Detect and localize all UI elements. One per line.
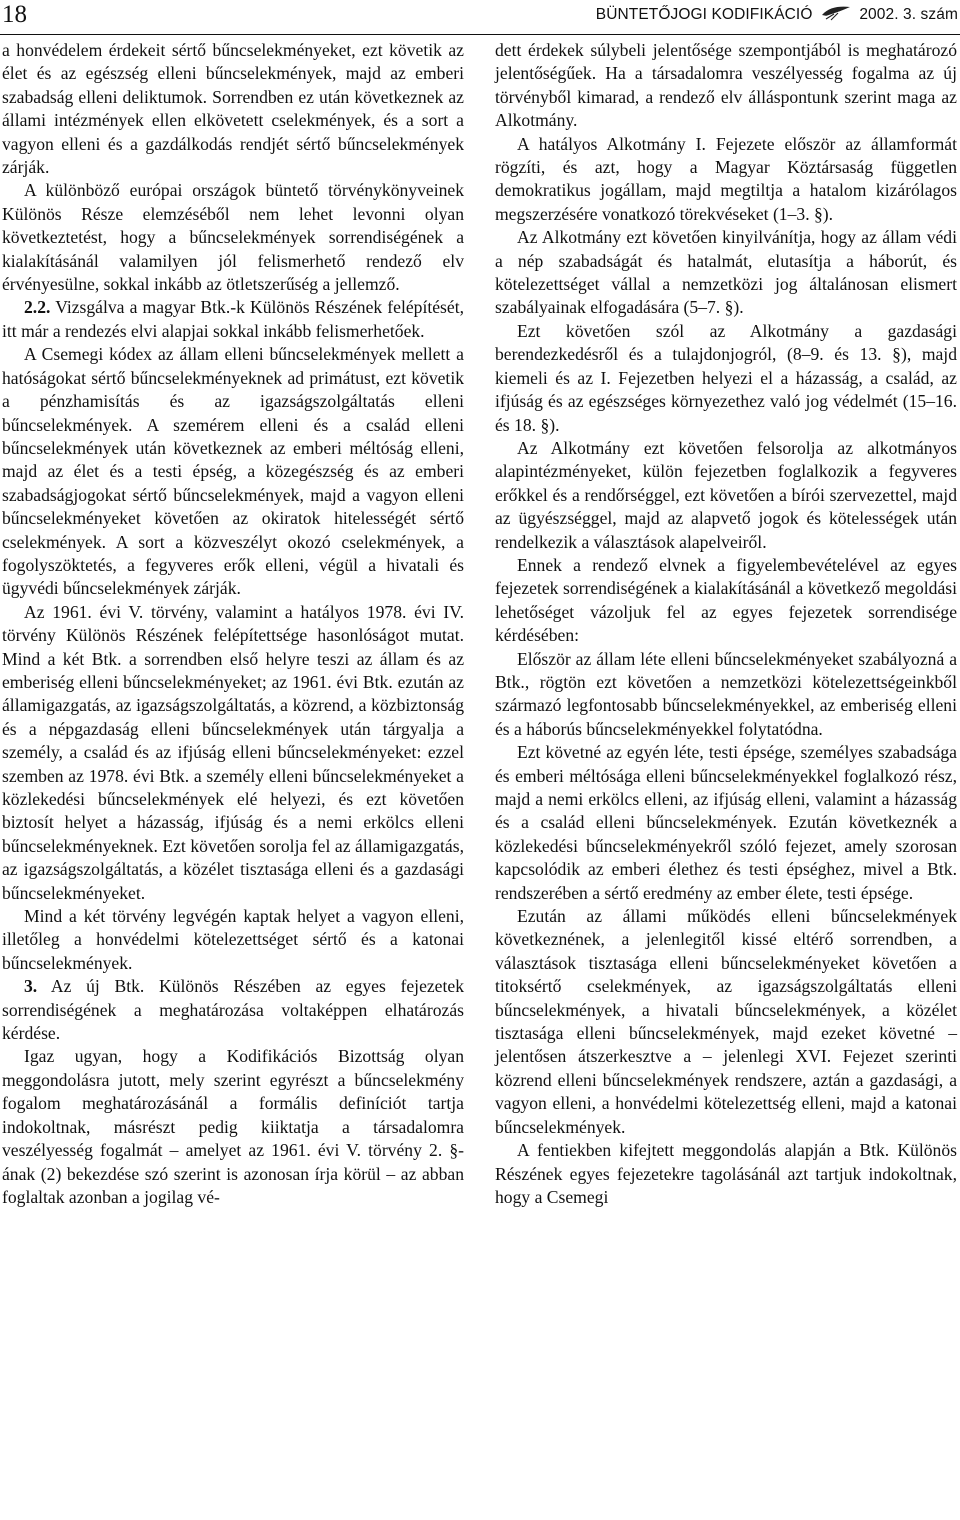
section-number: 2.2. xyxy=(24,297,51,318)
journal-title: BÜNTETŐJOGI KODIFIKÁCIÓ xyxy=(595,6,813,23)
paragraph xyxy=(495,320,957,437)
paragraph xyxy=(2,905,464,975)
paragraph-text: A különböző európai országok büntető törvénykönyveinek Különös Része elemzéséből nem lehet levonni olyan következtetést, hogy a bűncselekmények sorrendiségének a kialakításánál valamilyen jól felismerhető rendező elv érvényesülne, sokkal inkább az ötletszerűség a jellemző. xyxy=(2,180,464,295)
paragraph-text: Ezt követné az egyén léte, testi épsége, személyes szabadsága és emberi méltósága elleni bűncselekményekkel foglalkozó rész, majd a nemi erkölcs elleni, az ifjúság elleni, valamint a házasság és a család elleni bűncselekmények. Ezután következnék a közlekedési bűncselekményekről szóló fejezet, amely szorosan kapcsolódik az emberi élethez és testi épséghez, mivel a Btk. rendszerében a sértő eredmény az ember élete, testi épsége. xyxy=(495,742,957,903)
paragraph-text: Az Alkotmány ezt követően felsorolja az alkotmányos alapintézményeket, külön fejezetben foglalkozik a fegyveres erőkkel és a rendőrséggel, ezt követően a bírói szervezettel, majd az ügyészséggel, majd az alapvető jogok és kötelességek után rendelkezik a választások alapelveiről. xyxy=(495,437,957,552)
paragraph xyxy=(2,975,464,1045)
right-column xyxy=(495,39,957,1209)
running-head xyxy=(596,3,958,27)
issue-label: 2002. 3. szám xyxy=(859,6,958,23)
page-header xyxy=(0,0,960,35)
paragraph xyxy=(495,226,957,320)
page-number: 18 xyxy=(2,1,27,28)
paragraph xyxy=(2,343,464,600)
paragraph-text: A hatályos Alkotmány I. Fejezete először az államformát rögzíti, és azt, hogy a Magyar Köztársaság független demokratikus jogállam, majd megtiltja a hatalom kizárólagos megszerzésére vonatkozó törekvéseket (1–3. §). xyxy=(495,133,957,224)
paragraph-text: A Csemegi kódex az állam elleni bűncselekmények mellett a hatóságokat sértő bűncselekményeknek ad primátust, ezt követik a pénzhamisítás és az igazságszolgáltatás elleni bűncselekmények. A szemérem elleni és a család elleni bűncselekmények után következnek az emberi méltóság elleni, majd az élet és a testi épség, a közegészség és az emberi szabadságjogokat sértő bűncselekmények, majd a vagyon elleni bűncselekményeket követően az okiratok hitelességét sértő cselekmények. A sort a közveszélyt okozó cselekmények, a fogolyszöktetés, a fegyveres erők elleni, végül a hivatali és ügyvédi bűncselekmények zárják. xyxy=(2,344,464,599)
paragraph-text: a honvédelem érdekeit sértő bűncselekményeket, ezt követik az élet és az egészség elleni bűncselekmények, majd az emberi szabadság elleni deliktumok. Sorrendben ez után következnek az állami intézmények ellen elkövetett cselekmények, és a sort a vagyon elleni és a gazdálkodás rendjét sértő bűncselekmények zárják. xyxy=(2,40,464,178)
paragraph xyxy=(495,39,957,133)
paragraph xyxy=(2,296,464,343)
paragraph xyxy=(495,554,957,648)
section-number: 3. xyxy=(24,976,38,997)
left-column xyxy=(2,39,464,1209)
paragraph xyxy=(495,741,957,905)
paragraph xyxy=(2,601,464,905)
paragraph-text: Először az állam léte elleni bűncselekményeket szabályozná a Btk., rögtön ezt követően a nemzetközi kötelezettségeinkből származó legfontosabb bűncselekményekkel, az emberiség elleni és a háborús bűncselekményekkel folytatódna. xyxy=(495,648,957,739)
paragraph-text: Ennek a rendező elvnek a figyelembevételével az egyes fejezetek sorrendiségének a kialakításánál a következő megoldási lehetőséget vázoljuk fel az egyes fejezetek sorrendisége kérdésében: xyxy=(495,554,957,646)
paragraph-text: Ezután az állami működés elleni bűncselekmények következnének, a jelenlegitől kissé eltérő sorrendben, a választások tisztasága elleni bűncselekményeket követően a titoksértő cselekmények, az igazságszolgáltatás elleni bűncselekmények, a hivatali bűncselekmények, a közélet tisztasága elleni bűncselekmények, majd ezeket követné – jelentősen átszerkesztve a – jelenlegi XVI. Fejezet szerinti közrend elleni bűncselekmények rendszere, aztán a gazdasági, a vagyon elleni, a honvédelmi kötelezettség elleni, majd a katonai bűncselekmények. xyxy=(495,906,957,1137)
quill-ornament-icon xyxy=(821,5,851,21)
paragraph-text: dett érdekek súlybeli jelentősége szempontjából is meghatározó jelentőségűek. Ha a társadalomra veszélyesség fogalma az új törvényből kimarad, a rendező elv álláspontunk szerint maga az Alkotmány. xyxy=(495,40,957,131)
paragraph xyxy=(495,905,957,1139)
paragraph-text: Igaz ugyan, hogy a Kodifikációs Bizottság olyan meggondolásra jutott, mely szerint egyrészt a bűncselekmény fogalom meghatározásánál a formális definíciót tartja indokoltnak, másrészt pedig kiiktatja a társadalomra veszélyesség fogalmát – amelyet az 1961. évi V. törvény 2. §-ának (2) bekezdése szó szerint is azonosan írja körül – az abban foglaltak azonban a jogilag vé- xyxy=(2,1046,464,1207)
paragraph xyxy=(2,179,464,296)
paragraph xyxy=(2,39,464,179)
paragraph-text: Az 1961. évi V. törvény, valamint a hatályos 1978. évi IV. törvény Különös Részének felépítettsége hasonlóságot mutat. Mind a két Btk. a sorrendben első helyre teszi az állam és az emberiség elleni bűncselekményeket; az 1961. évi Btk. ezután az államigazgatás, az igazságszolgáltatás, a közrend, a közbiztonság és a népgazdaság elleni bűncselekmények után tárgyalja a személy, a család és az ifjúság elleni bűncselekményeket: ezzel szemben az 1978. évi Btk. a személy elleni bűncselekményeket a közlekedési bűncselekmények elé helyezi, és ezt követően biztosít helyet a házasság, ifjúság és a nemi erkölcs elleni bűncselekményeknek. Ezt követően sorolja fel az államigazgatás, az igazságszolgáltatás, a közélet tisztasága elleni és a gazdasági bűncselekményeket. xyxy=(2,601,464,903)
paragraph xyxy=(495,1139,957,1209)
paragraph-text: Ezt követően szól az Alkotmány a gazdasági berendezkedésről és a tulajdonjogról, (8–9. és 13. §), majd kiemeli és az I. Fejezetben helyezi el a házasság, a család, az ifjúság és az egészséges környezethez való jog védelmét (15–16. és 18. §). xyxy=(495,320,957,435)
paragraph-text: Az Alkotmány ezt követően kinyilvánítja, hogy az állam védi a nép szabadságát és hatalmát, elutasítja a háborút, és kötelezettséget vállal a nemzetközi jog általánosan elismert szabályainak elfogadására (5–7. §). xyxy=(495,227,957,318)
paragraph xyxy=(495,133,957,227)
paragraph xyxy=(495,437,957,554)
paragraph-text: Mind a két törvény legvégén kaptak helyet a vagyon elleni, illetőleg a honvédelmi kötelezettséget sértő és a katonai bűncselekmények. xyxy=(2,906,464,973)
paragraph-text: Az új Btk. Különös Részében az egyes fejezetek sorrendiségének a meghatározása voltaképpen elhatározás kérdése. xyxy=(2,976,464,1044)
paragraph-text: A fentiekben kifejtett meggondolás alapján a Btk. Különös Részének egyes fejezetekre tagolásánál azt tartjuk indokoltnak, hogy a Csemegi xyxy=(495,1140,957,1207)
paragraph-text: Vizsgálva a magyar Btk.-k Különös Részének felépítését, itt már a rendezés elvi alapjai sokkal inkább felismerhetőek. xyxy=(2,297,464,341)
paragraph xyxy=(495,648,957,742)
paragraph xyxy=(2,1045,464,1209)
